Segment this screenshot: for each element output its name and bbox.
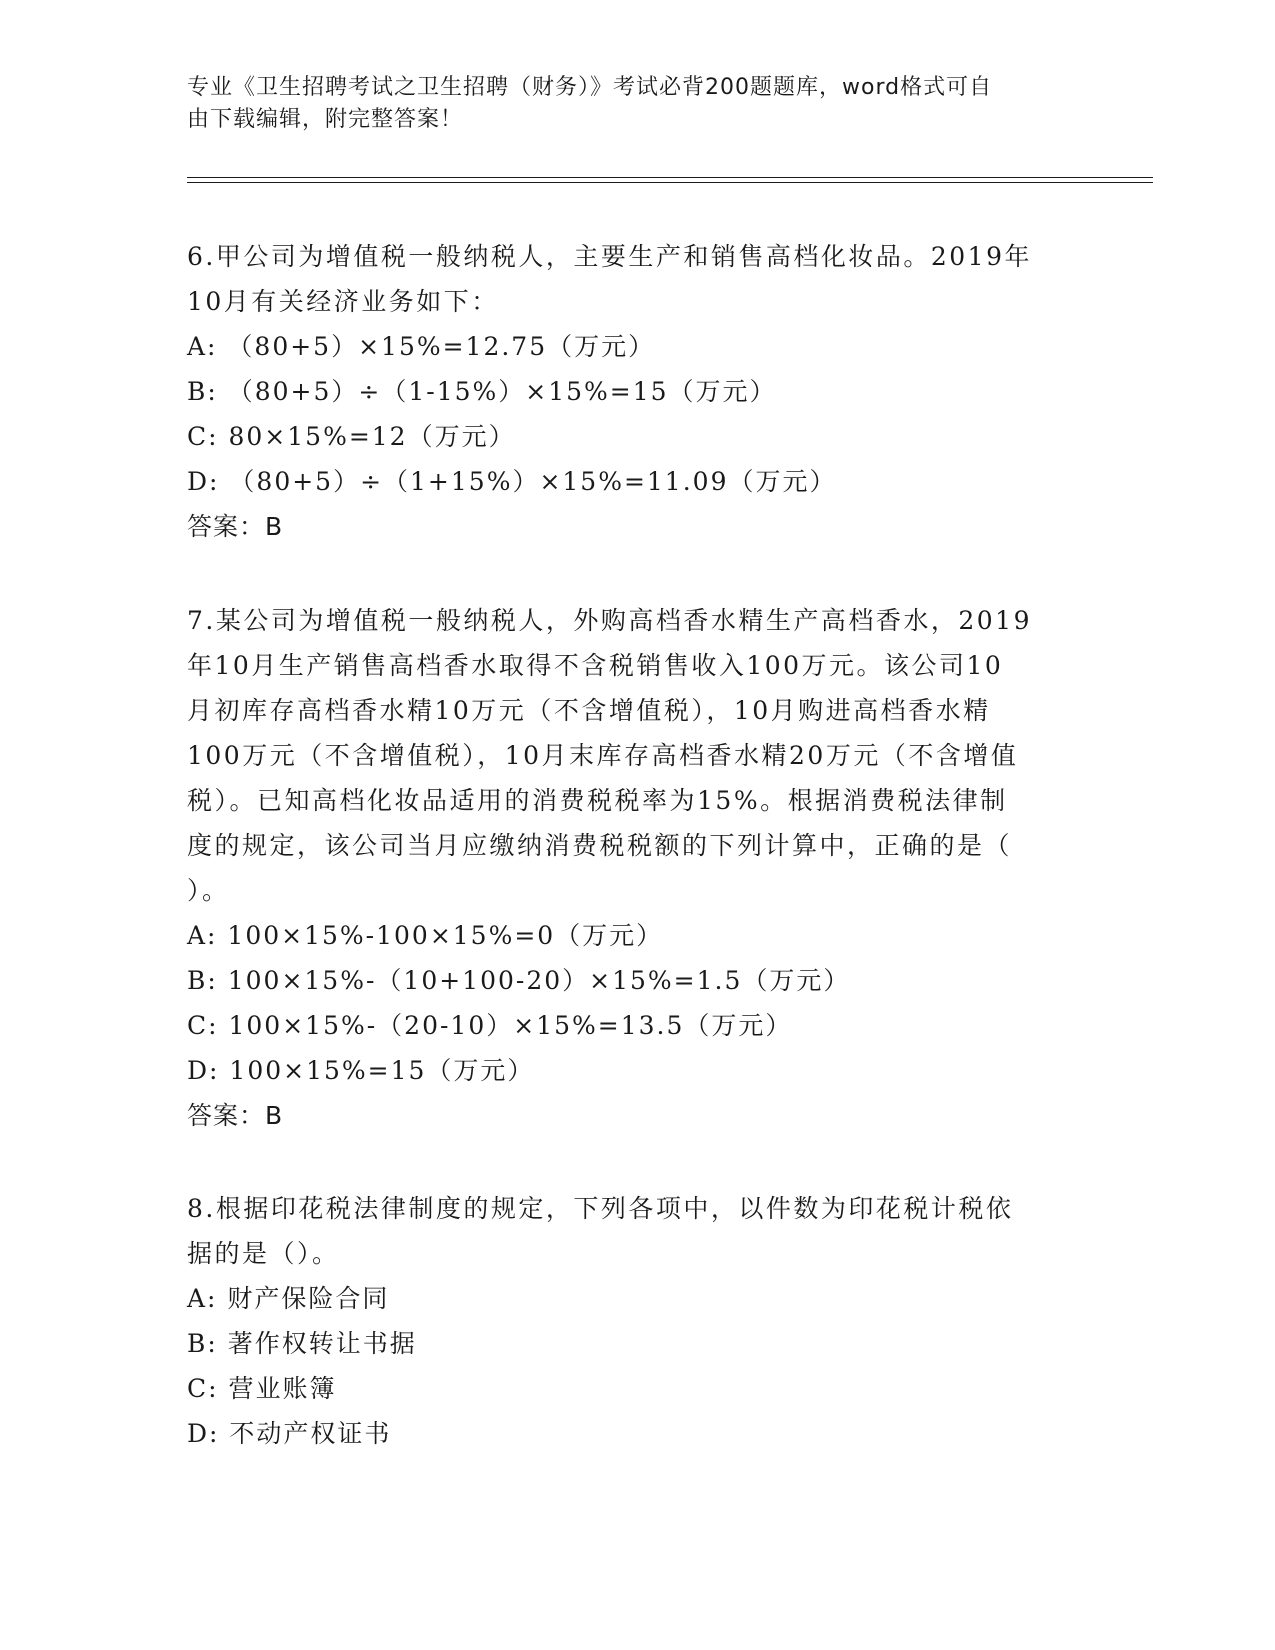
header-divider-bottom (187, 182, 1153, 183)
option-a: A: 100×15%-100×15%=0（万元） (187, 921, 664, 950)
option-a: A: （80+5）×15%=12.75（万元） (187, 332, 656, 361)
option-c: C: 100×15%-（20-10）×15%=13.5（万元） (187, 1011, 793, 1040)
option-d: D: 不动产权证书 (187, 1419, 392, 1448)
question-stem-line: 据的是（）。 (187, 1239, 340, 1268)
question-stem-line: 8.根据印花税法律制度的规定，下列各项中，以件数为印花税计税依 (187, 1194, 1014, 1223)
option-b: B: 著作权转让书据 (187, 1329, 417, 1358)
question-stem-line: 10月有关经济业务如下： (187, 287, 499, 316)
answer-line: 答案：B (187, 512, 284, 541)
option-c: C: 营业账簿 (187, 1374, 337, 1403)
option-b: B: （80+5）÷（1-15%）×15%=15（万元） (187, 377, 777, 406)
question-stem-line: 税）。已知高档化妆品适用的消费税税率为15%。根据消费税法律制 (187, 786, 1008, 815)
question-7 (187, 598, 1077, 1138)
question-stem-line: 7.某公司为增值税一般纳税人，外购高档香水精生产高档香水，2019 (187, 606, 1032, 635)
header-line-2: 由下载编辑，附完整答案！ (187, 107, 464, 132)
question-stem-line: ）。 (187, 876, 230, 905)
document-header (187, 72, 1067, 136)
question-stem-line: 度的规定，该公司当月应缴纳消费税税额的下列计算中，正确的是（ (187, 831, 1013, 860)
answer-line: 答案：B (187, 1101, 284, 1130)
question-stem-line: 6.甲公司为增值税一般纳税人，主要生产和销售高档化妆品。2019年 (187, 242, 1032, 271)
question-8 (187, 1186, 1077, 1456)
question-6 (187, 234, 1077, 549)
question-stem-line: 年10月生产销售高档香水取得不含税销售收入100万元。该公司10 (187, 651, 1004, 680)
option-d: D: （80+5）÷（1+15%）×15%=11.09（万元） (187, 467, 837, 496)
option-a: A: 财产保险合同 (187, 1284, 390, 1313)
option-d: D: 100×15%=15（万元） (187, 1056, 535, 1085)
option-b: B: 100×15%-（10+100-20）×15%=1.5（万元） (187, 966, 851, 995)
question-stem-line: 月初库存高档香水精10万元（不含增值税），10月购进高档香水精 (187, 696, 991, 725)
header-divider-top (187, 177, 1153, 178)
question-stem-line: 100万元（不含增值税），10月末库存高档香水精20万元（不含增值 (187, 741, 1019, 770)
option-c: C: 80×15%=12（万元） (187, 422, 516, 451)
header-line-1: 专业《卫生招聘考试之卫生招聘（财务）》考试必背200题题库，word格式可自 (187, 75, 993, 100)
